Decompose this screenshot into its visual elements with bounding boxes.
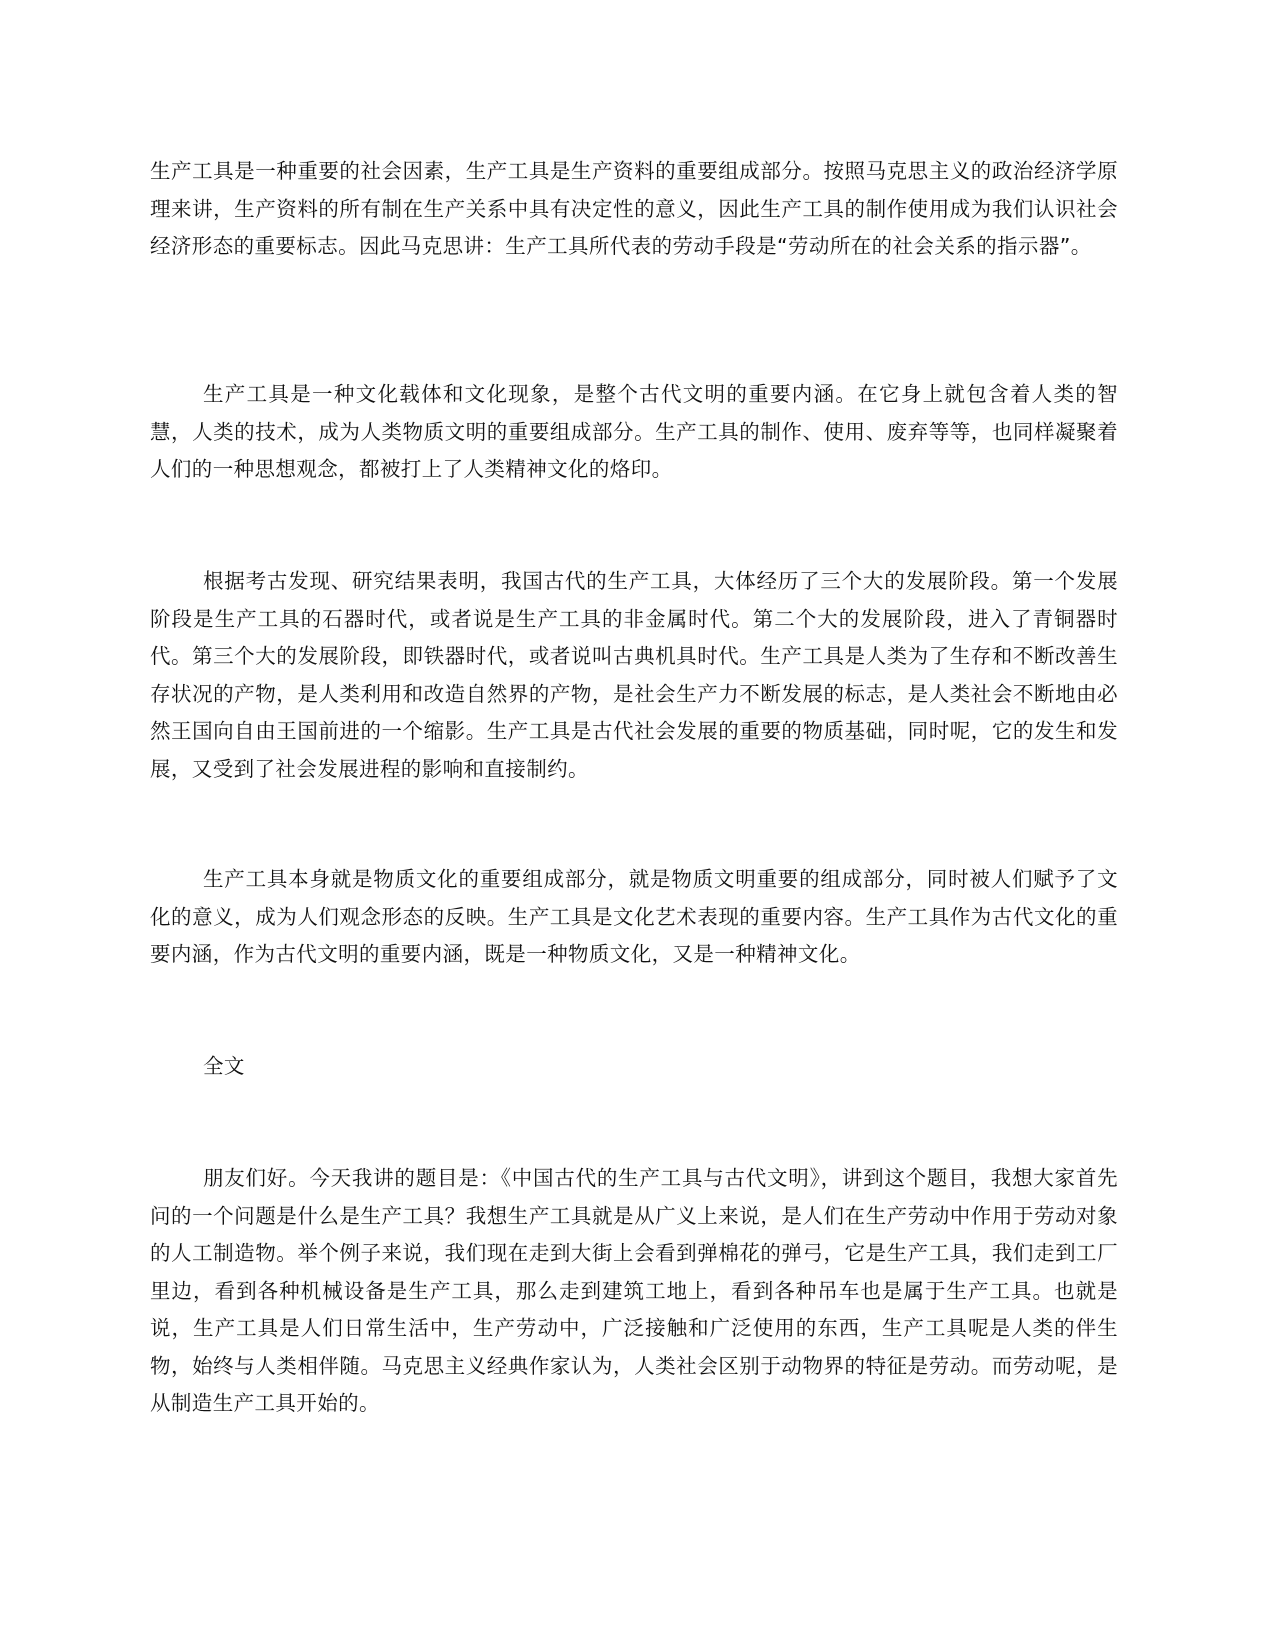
section-heading-full-text: 全文: [203, 1054, 245, 1078]
paragraph-material-culture: 生产工具本身就是物质文化的重要组成部分，就是物质文明重要的组成部分，同时被人们赋予了文化的意义，成为人们观念形态的反映。生产工具是文化艺术表现的重要内容。生产工具作为古代文化的重要内涵，作为古代文明的重要内涵，既是一种物质文化，又是一种精神文化。: [150, 867, 1118, 966]
paragraph-introduction: 朋友们好。今天我讲的题目是：《中国古代的生产工具与古代文明》，讲到这个题目，我想大家首先问的一个问题是什么是生产工具？我想生产工具就是从广义上来说，是人们在生产劳动中作用于劳动对象的人工制造物。举个例子来说，我们现在走到大街上会看到弹棉花的弹弓，它是生产工具，我们走到工厂里边，看到各种机械设备是生产工具，那么走到建筑工地上，看到各种吊车也是属于生产工具。也就是说，生产工具是人们日常生活中，生产劳动中，广泛接触和广泛使用的东西，生产工具呢是人类的伴生物，始终与人类相伴随。马克思主义经典作家认为，人类社会区别于动物界的特征是劳动。而劳动呢，是从制造生产工具开始的。: [150, 1166, 1118, 1415]
paragraph-cultural-carrier: 生产工具是一种文化载体和文化现象，是整个古代文明的重要内涵。在它身上就包含着人类的智慧，人类的技术，成为人类物质文明的重要组成部分。生产工具的制作、使用、废弃等等，也同样凝聚着人们的一种思想观念，都被打上了人类精神文化的烙印。: [150, 382, 1118, 481]
paragraph-development-stages: 根据考古发现、研究结果表明，我国古代的生产工具，大体经历了三个大的发展阶段。第一个发展阶段是生产工具的石器时代，或者说是生产工具的非金属时代。第二个大的发展阶段，进入了青铜器时代。第三个大的发展阶段，即铁器时代，或者说叫古典机具时代。生产工具是人类为了生存和不断改善生存状况的产物，是人类利用和改造自然界的产物，是社会生产力不断发展的标志，是人类社会不断地由必然王国向自由王国前进的一个缩影。生产工具是古代社会发展的重要的物质基础，同时呢，它的发生和发展，又受到了社会发展进程的影响和直接制约。: [150, 569, 1118, 781]
paragraph-social-factor: 生产工具是一种重要的社会因素，生产工具是生产资料的重要组成部分。按照马克思主义的政治经济学原理来讲，生产资料的所有制在生产关系中具有决定性的意义，因此生产工具的制作使用成为我们认识社会经济形态的重要标志。因此马克思讲：生产工具所代表的劳动手段是“劳动所在的社会关系的指示器”。: [150, 159, 1118, 258]
